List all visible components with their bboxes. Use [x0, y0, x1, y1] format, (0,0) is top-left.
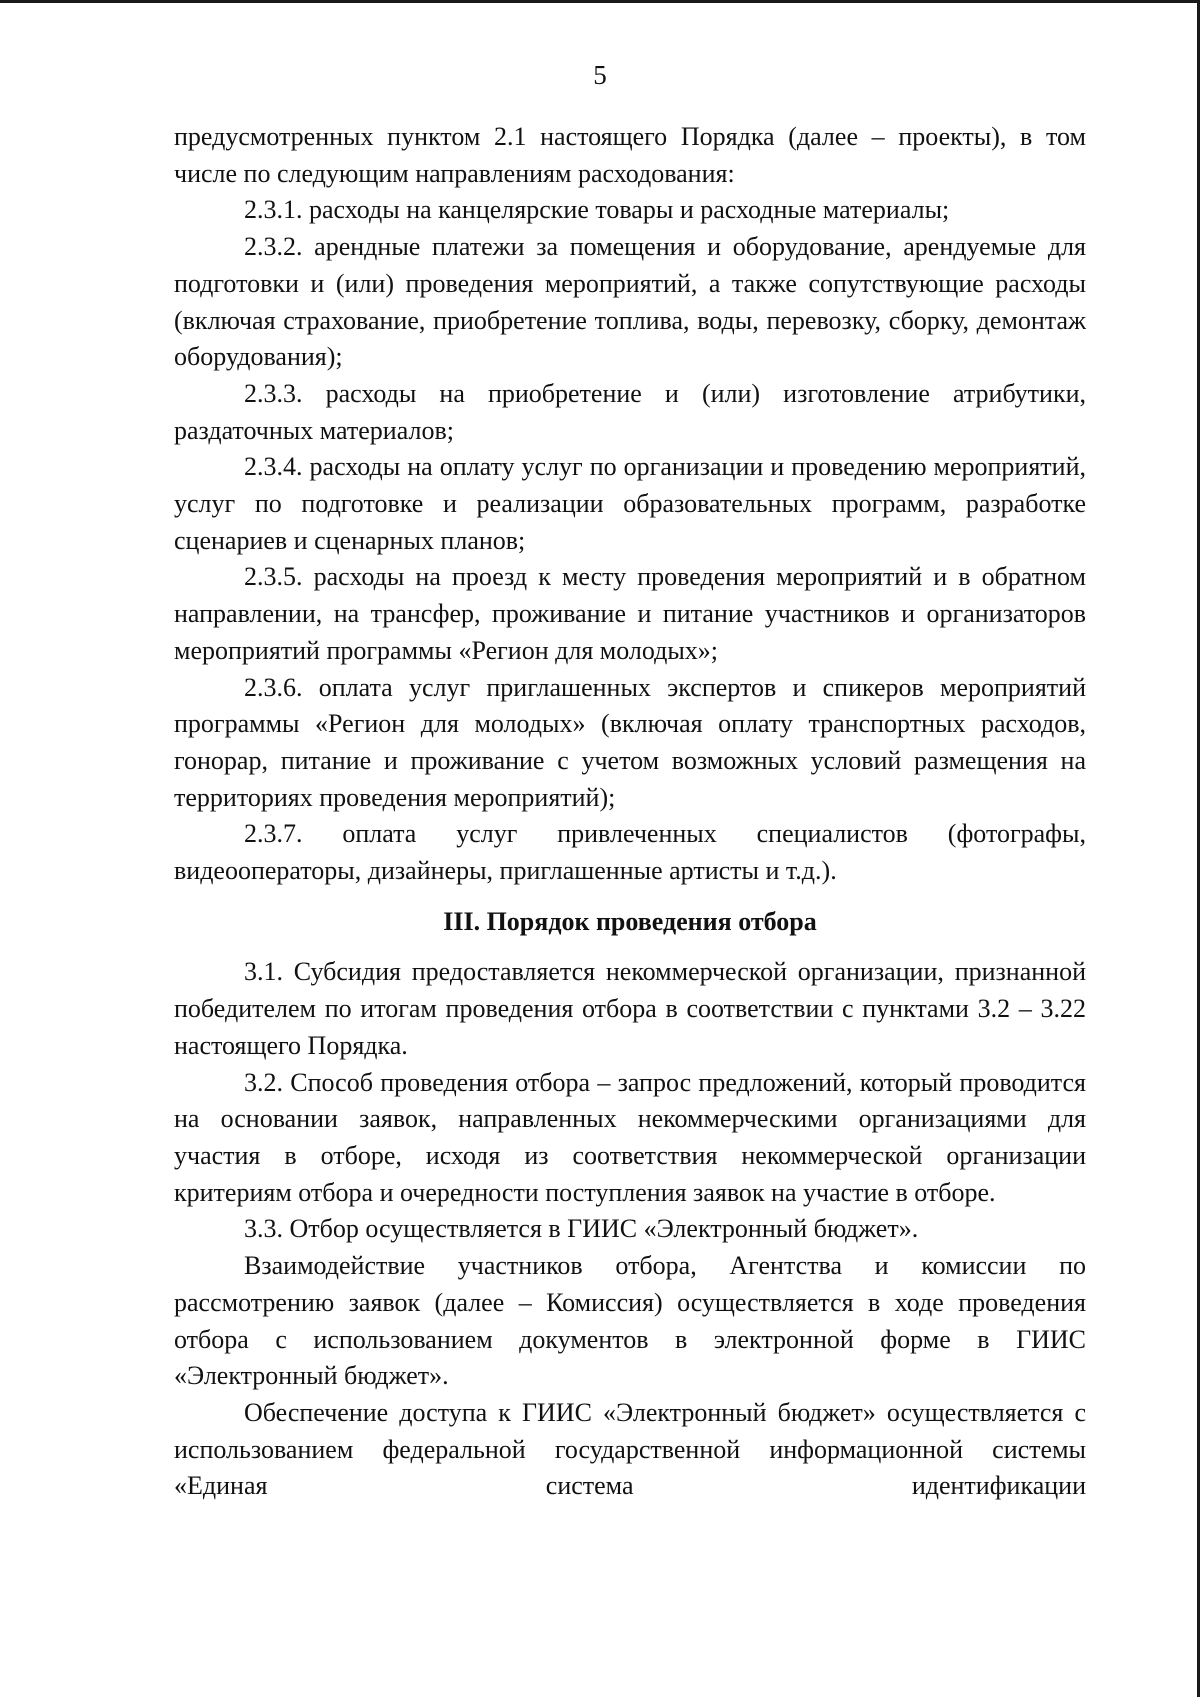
list-item-2-3-6: 2.3.6. оплата услуг приглашенных экспертов и спикеров мероприятий программы «Регион для молодых» (включая оплату транспортных расходов, гонорар, питание и проживание с учетом возможных условий размещения на территориях проведения мероприятий); — [174, 672, 1086, 812]
paragraph-interaction: Взаимодействие участников отбора, Агентства и комиссии по рассмотрению заявок (далее – Комиссия) осуществляется в ходе проведения отбора с использованием документов в электронной форме в ГИИС «Электронный бюджет». — [174, 1251, 1086, 1391]
list-item-2-3-5: 2.3.5. расходы на проезд к месту проведения мероприятий и в обратном направлении, на трансфер, проживание и питание участников и организаторов мероприятий программы «Регион для молодых»; — [174, 562, 1086, 665]
list-item-2-3-4: 2.3.4. расходы на оплату услуг по организации и проведению мероприятий, услуг по подготовке и реализации образовательных программ, разработке сценариев и сценарных планов; — [174, 452, 1086, 555]
list-item-2-3-3: 2.3.3. расходы на приобретение и (или) изготовление атрибутики, раздаточных материалов; — [174, 378, 1086, 445]
clause-3-1: 3.1. Субсидия предоставляется некоммерческой организации, признанной победителем по итогам проведения отбора в соответствии с пунктами 3.2 – 3.22 настоящего Порядка. — [174, 957, 1086, 1060]
section-heading: III. Порядок проведения отбора — [443, 906, 817, 936]
document-body — [174, 119, 1086, 1505]
scan-edge-top — [0, 0, 1200, 3]
paragraph: предусмотренных пунктом 2.1 настоящего Порядка (далее – проекты), в том числе по следующим направлениям расходования: — [174, 122, 1086, 188]
paragraph-access: Обеспечение доступа к ГИИС «Электронный бюджет» осуществляется с использованием федеральной государственной информационной системы «Единая система идентификации — [174, 1397, 1086, 1501]
list-item-2-3-2: 2.3.2. арендные платежи за помещения и оборудование, арендуемые для подготовки и (или) проведения мероприятий, а также сопутствующие расходы (включая страхование, приобретение топлива, воды, перевозку, сборку, демонтаж оборудования); — [174, 232, 1086, 372]
clause-3-2: 3.2. Способ проведения отбора – запрос предложений, который проводится на основании заявок, направленных некоммерческими организациями для участия в отборе, исходя из соответствия некоммерческой организации критериям отбора и очередности поступления заявок на участие в отборе. — [174, 1067, 1086, 1207]
list-item-2-3-1: 2.3.1. расходы на канцелярские товары и расходные материалы; — [244, 195, 950, 225]
clause-3-3: 3.3. Отбор осуществляется в ГИИС «Электронный бюджет». — [244, 1214, 919, 1244]
list-item-2-3-7: 2.3.7. оплата услуг привлеченных специалистов (фотографы, видеооператоры, дизайнеры, приглашенные артисты и т.д.). — [174, 819, 1086, 886]
page-number: 5 — [593, 60, 607, 90]
